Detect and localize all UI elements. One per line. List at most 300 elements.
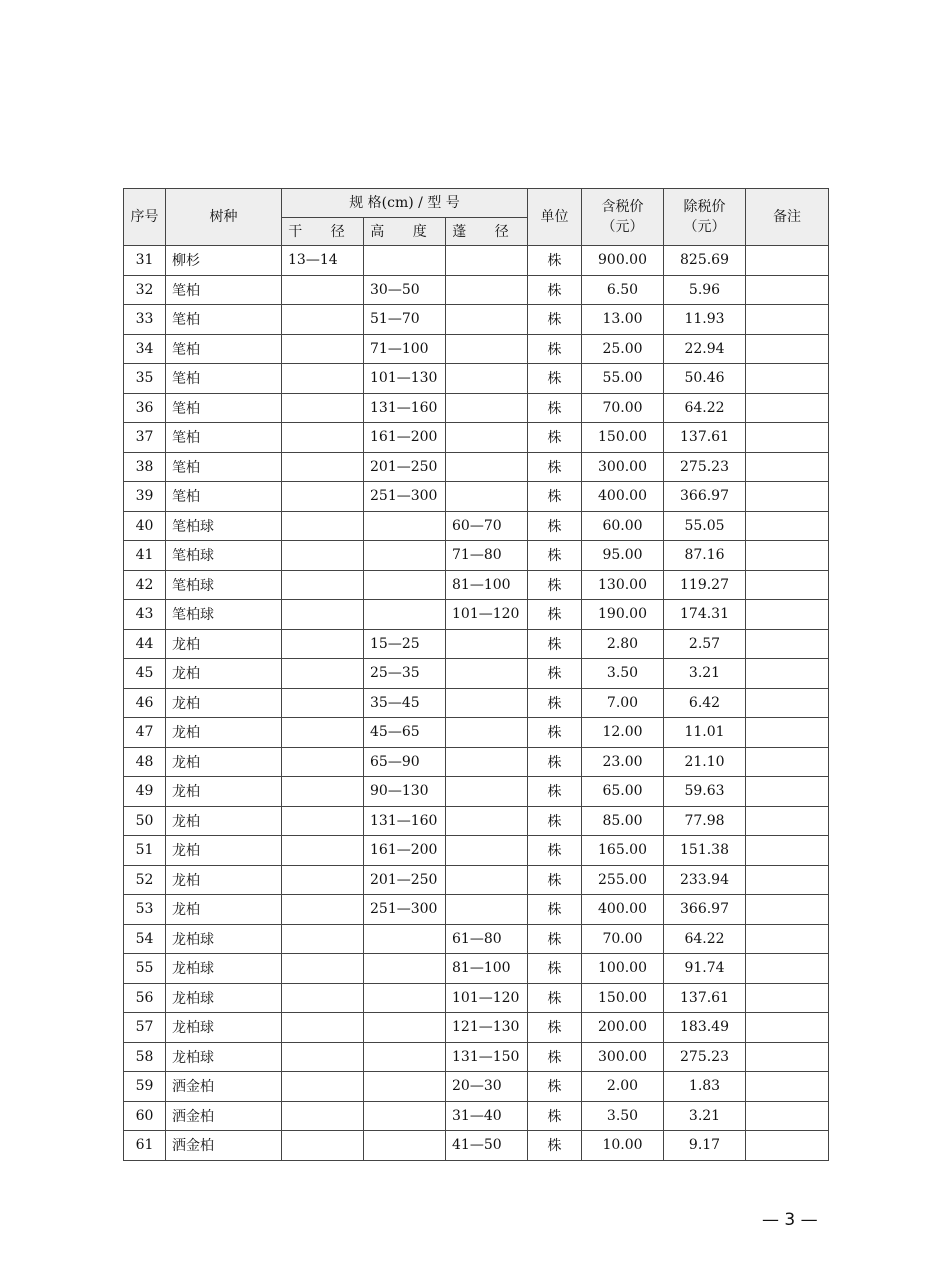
cell-price-tax: 3.50	[582, 1101, 664, 1131]
cell-price-tax: 200.00	[582, 1013, 664, 1043]
table-row	[124, 423, 829, 453]
cell-tree: 龙柏	[166, 836, 282, 866]
cell-crown	[446, 895, 528, 925]
cell-seq: 40	[124, 511, 166, 541]
cell-trunk	[282, 659, 364, 689]
cell-price-tax: 165.00	[582, 836, 664, 866]
cell-price-tax: 2.80	[582, 629, 664, 659]
cell-price-notax: 275.23	[664, 1042, 746, 1072]
cell-seq: 54	[124, 924, 166, 954]
cell-tree: 笔柏球	[166, 541, 282, 571]
table-row	[124, 688, 829, 718]
cell-tree: 洒金柏	[166, 1131, 282, 1161]
cell-height	[364, 541, 446, 571]
cell-price-notax: 22.94	[664, 334, 746, 364]
cell-height: 201—250	[364, 865, 446, 895]
cell-height	[364, 246, 446, 276]
cell-unit: 株	[528, 393, 582, 423]
cell-crown	[446, 629, 528, 659]
cell-price-notax: 59.63	[664, 777, 746, 807]
cell-price-tax: 300.00	[582, 1042, 664, 1072]
header-tree: 树种	[166, 189, 282, 246]
cell-trunk	[282, 570, 364, 600]
cell-height	[364, 600, 446, 630]
cell-note	[746, 1042, 829, 1072]
cell-price-tax: 7.00	[582, 688, 664, 718]
cell-tree: 笔柏	[166, 393, 282, 423]
cell-crown: 41—50	[446, 1131, 528, 1161]
cell-trunk	[282, 924, 364, 954]
cell-unit: 株	[528, 452, 582, 482]
cell-note	[746, 334, 829, 364]
cell-unit: 株	[528, 275, 582, 305]
cell-price-notax: 64.22	[664, 924, 746, 954]
cell-unit: 株	[528, 305, 582, 335]
cell-note	[746, 747, 829, 777]
header-price-tax-label: 含税价	[601, 199, 644, 215]
cell-note	[746, 836, 829, 866]
cell-seq: 53	[124, 895, 166, 925]
cell-seq: 36	[124, 393, 166, 423]
table-row	[124, 983, 829, 1013]
cell-seq: 39	[124, 482, 166, 512]
cell-height	[364, 1101, 446, 1131]
cell-price-tax: 70.00	[582, 393, 664, 423]
cell-trunk	[282, 334, 364, 364]
cell-tree: 笔柏球	[166, 600, 282, 630]
cell-price-tax: 10.00	[582, 1131, 664, 1161]
cell-height: 131—160	[364, 806, 446, 836]
cell-price-notax: 2.57	[664, 629, 746, 659]
table-row	[124, 1072, 829, 1102]
cell-note	[746, 1072, 829, 1102]
cell-seq: 47	[124, 718, 166, 748]
cell-height: 101—130	[364, 364, 446, 394]
cell-trunk	[282, 364, 364, 394]
table-row	[124, 246, 829, 276]
cell-crown: 71—80	[446, 541, 528, 571]
header-note: 备注	[746, 189, 829, 246]
table-row	[124, 806, 829, 836]
cell-unit: 株	[528, 924, 582, 954]
table-row	[124, 275, 829, 305]
cell-price-notax: 50.46	[664, 364, 746, 394]
cell-height: 161—200	[364, 836, 446, 866]
cell-price-tax: 13.00	[582, 305, 664, 335]
table-row	[124, 629, 829, 659]
cell-note	[746, 275, 829, 305]
cell-tree: 笔柏球	[166, 511, 282, 541]
cell-seq: 58	[124, 1042, 166, 1072]
cell-crown	[446, 393, 528, 423]
cell-price-tax: 85.00	[582, 806, 664, 836]
cell-seq: 33	[124, 305, 166, 335]
cell-height: 25—35	[364, 659, 446, 689]
cell-trunk: 13—14	[282, 246, 364, 276]
cell-height	[364, 1042, 446, 1072]
table-row	[124, 659, 829, 689]
header-price-tax	[582, 189, 664, 246]
cell-unit: 株	[528, 1013, 582, 1043]
cell-note	[746, 452, 829, 482]
cell-trunk	[282, 1072, 364, 1102]
cell-crown	[446, 482, 528, 512]
cell-crown: 131—150	[446, 1042, 528, 1072]
cell-tree: 龙柏	[166, 747, 282, 777]
cell-price-notax: 77.98	[664, 806, 746, 836]
cell-height	[364, 1131, 446, 1161]
cell-unit: 株	[528, 747, 582, 777]
table-row	[124, 924, 829, 954]
cell-price-notax: 233.94	[664, 865, 746, 895]
cell-unit: 株	[528, 865, 582, 895]
table-row	[124, 836, 829, 866]
cell-price-notax: 366.97	[664, 482, 746, 512]
cell-price-tax: 130.00	[582, 570, 664, 600]
header-spec-group: 规 格(cm) / 型 号	[282, 189, 528, 218]
cell-tree: 龙柏	[166, 688, 282, 718]
cell-note	[746, 954, 829, 984]
cell-tree: 龙柏球	[166, 1013, 282, 1043]
cell-note	[746, 364, 829, 394]
cell-unit: 株	[528, 629, 582, 659]
cell-seq: 31	[124, 246, 166, 276]
cell-tree: 笔柏	[166, 364, 282, 394]
cell-unit: 株	[528, 541, 582, 571]
cell-tree: 笔柏	[166, 334, 282, 364]
cell-tree: 笔柏	[166, 275, 282, 305]
cell-crown	[446, 865, 528, 895]
table-row	[124, 541, 829, 571]
cell-trunk	[282, 600, 364, 630]
cell-seq: 60	[124, 1101, 166, 1131]
cell-trunk	[282, 1131, 364, 1161]
cell-unit: 株	[528, 1101, 582, 1131]
cell-unit: 株	[528, 1072, 582, 1102]
cell-crown	[446, 718, 528, 748]
cell-trunk	[282, 482, 364, 512]
cell-price-tax: 23.00	[582, 747, 664, 777]
cell-price-tax: 65.00	[582, 777, 664, 807]
cell-crown	[446, 364, 528, 394]
cell-unit: 株	[528, 334, 582, 364]
cell-trunk	[282, 393, 364, 423]
cell-height	[364, 954, 446, 984]
cell-tree: 龙柏球	[166, 1042, 282, 1072]
table-row	[124, 570, 829, 600]
cell-seq: 35	[124, 364, 166, 394]
cell-price-notax: 1.83	[664, 1072, 746, 1102]
cell-note	[746, 511, 829, 541]
cell-tree: 笔柏	[166, 452, 282, 482]
cell-trunk	[282, 718, 364, 748]
cell-note	[746, 806, 829, 836]
cell-price-tax: 150.00	[582, 983, 664, 1013]
cell-seq: 42	[124, 570, 166, 600]
cell-crown	[446, 275, 528, 305]
cell-price-notax: 55.05	[664, 511, 746, 541]
cell-height: 131—160	[364, 393, 446, 423]
table-row	[124, 1042, 829, 1072]
cell-price-tax: 400.00	[582, 482, 664, 512]
cell-crown: 81—100	[446, 954, 528, 984]
cell-crown: 61—80	[446, 924, 528, 954]
cell-seq: 38	[124, 452, 166, 482]
cell-trunk	[282, 777, 364, 807]
cell-seq: 41	[124, 541, 166, 571]
cell-unit: 株	[528, 718, 582, 748]
cell-height: 45—65	[364, 718, 446, 748]
table-row	[124, 364, 829, 394]
table-row	[124, 511, 829, 541]
cell-unit: 株	[528, 600, 582, 630]
cell-unit: 株	[528, 806, 582, 836]
cell-height	[364, 511, 446, 541]
cell-price-tax: 95.00	[582, 541, 664, 571]
cell-note	[746, 629, 829, 659]
cell-trunk	[282, 305, 364, 335]
cell-trunk	[282, 629, 364, 659]
cell-seq: 46	[124, 688, 166, 718]
cell-unit: 株	[528, 983, 582, 1013]
cell-note	[746, 570, 829, 600]
cell-price-tax: 255.00	[582, 865, 664, 895]
cell-seq: 44	[124, 629, 166, 659]
cell-unit: 株	[528, 688, 582, 718]
cell-seq: 50	[124, 806, 166, 836]
cell-note	[746, 1131, 829, 1161]
cell-price-tax: 12.00	[582, 718, 664, 748]
cell-note	[746, 600, 829, 630]
cell-seq: 37	[124, 423, 166, 453]
cell-trunk	[282, 688, 364, 718]
cell-note	[746, 423, 829, 453]
cell-crown	[446, 423, 528, 453]
cell-note	[746, 777, 829, 807]
cell-seq: 56	[124, 983, 166, 1013]
cell-unit: 株	[528, 1131, 582, 1161]
cell-height: 65—90	[364, 747, 446, 777]
page-number: — 3 —	[762, 1210, 818, 1230]
cell-unit: 株	[528, 1042, 582, 1072]
table-row	[124, 1131, 829, 1161]
header-trunk: 干 径	[282, 218, 364, 246]
cell-seq: 51	[124, 836, 166, 866]
cell-trunk	[282, 541, 364, 571]
cell-price-notax: 275.23	[664, 452, 746, 482]
cell-crown	[446, 836, 528, 866]
cell-height: 30—50	[364, 275, 446, 305]
cell-unit: 株	[528, 482, 582, 512]
table-row	[124, 452, 829, 482]
cell-trunk	[282, 747, 364, 777]
table-row	[124, 1013, 829, 1043]
cell-tree: 笔柏球	[166, 570, 282, 600]
cell-crown	[446, 777, 528, 807]
cell-price-notax: 64.22	[664, 393, 746, 423]
cell-crown	[446, 305, 528, 335]
header-price-notax-unit: （元）	[683, 219, 726, 235]
cell-height: 161—200	[364, 423, 446, 453]
cell-crown: 121—130	[446, 1013, 528, 1043]
cell-note	[746, 659, 829, 689]
cell-crown	[446, 747, 528, 777]
cell-price-tax: 6.50	[582, 275, 664, 305]
cell-tree: 龙柏	[166, 777, 282, 807]
cell-price-notax: 366.97	[664, 895, 746, 925]
cell-price-tax: 60.00	[582, 511, 664, 541]
cell-tree: 笔柏	[166, 482, 282, 512]
header-price-tax-unit: （元）	[601, 219, 644, 235]
cell-price-notax: 6.42	[664, 688, 746, 718]
cell-unit: 株	[528, 423, 582, 453]
cell-trunk	[282, 983, 364, 1013]
cell-price-tax: 25.00	[582, 334, 664, 364]
cell-tree: 洒金柏	[166, 1101, 282, 1131]
cell-price-tax: 300.00	[582, 452, 664, 482]
cell-note	[746, 983, 829, 1013]
cell-crown: 81—100	[446, 570, 528, 600]
table-body	[124, 246, 829, 1161]
cell-price-notax: 9.17	[664, 1131, 746, 1161]
cell-tree: 龙柏球	[166, 924, 282, 954]
header-height: 高 度	[364, 218, 446, 246]
cell-seq: 59	[124, 1072, 166, 1102]
cell-price-tax: 900.00	[582, 246, 664, 276]
cell-note	[746, 895, 829, 925]
cell-seq: 32	[124, 275, 166, 305]
cell-unit: 株	[528, 364, 582, 394]
cell-crown	[446, 688, 528, 718]
cell-crown	[446, 334, 528, 364]
cell-seq: 52	[124, 865, 166, 895]
table-row	[124, 334, 829, 364]
header-crown: 蓬 径	[446, 218, 528, 246]
cell-price-tax: 190.00	[582, 600, 664, 630]
table-row	[124, 305, 829, 335]
cell-tree: 龙柏球	[166, 954, 282, 984]
cell-trunk	[282, 1042, 364, 1072]
cell-price-notax: 87.16	[664, 541, 746, 571]
cell-price-tax: 400.00	[582, 895, 664, 925]
table-row	[124, 393, 829, 423]
cell-height: 15—25	[364, 629, 446, 659]
cell-tree: 龙柏	[166, 895, 282, 925]
cell-tree: 龙柏	[166, 806, 282, 836]
cell-price-notax: 11.01	[664, 718, 746, 748]
header-price-notax-label: 除税价	[683, 199, 726, 215]
cell-note	[746, 1101, 829, 1131]
table-row	[124, 600, 829, 630]
cell-height	[364, 1072, 446, 1102]
table-row	[124, 777, 829, 807]
cell-seq: 61	[124, 1131, 166, 1161]
cell-price-notax: 5.96	[664, 275, 746, 305]
cell-trunk	[282, 895, 364, 925]
cell-height	[364, 1013, 446, 1043]
cell-trunk	[282, 511, 364, 541]
cell-height	[364, 924, 446, 954]
cell-price-notax: 151.38	[664, 836, 746, 866]
cell-price-tax: 70.00	[582, 924, 664, 954]
cell-unit: 株	[528, 954, 582, 984]
cell-trunk	[282, 1101, 364, 1131]
cell-trunk	[282, 452, 364, 482]
cell-tree: 龙柏	[166, 659, 282, 689]
cell-height: 201—250	[364, 452, 446, 482]
cell-tree: 柳杉	[166, 246, 282, 276]
table-row	[124, 747, 829, 777]
cell-trunk	[282, 865, 364, 895]
cell-unit: 株	[528, 246, 582, 276]
cell-price-notax: 91.74	[664, 954, 746, 984]
cell-price-notax: 11.93	[664, 305, 746, 335]
table-row	[124, 718, 829, 748]
cell-price-tax: 2.00	[582, 1072, 664, 1102]
cell-tree: 龙柏	[166, 865, 282, 895]
cell-trunk	[282, 954, 364, 984]
cell-height: 51—70	[364, 305, 446, 335]
cell-seq: 55	[124, 954, 166, 984]
cell-crown: 60—70	[446, 511, 528, 541]
cell-seq: 45	[124, 659, 166, 689]
cell-price-tax: 3.50	[582, 659, 664, 689]
cell-height: 251—300	[364, 482, 446, 512]
cell-price-notax: 3.21	[664, 659, 746, 689]
cell-crown	[446, 452, 528, 482]
cell-note	[746, 482, 829, 512]
cell-price-tax: 150.00	[582, 423, 664, 453]
cell-price-notax: 137.61	[664, 423, 746, 453]
cell-height: 35—45	[364, 688, 446, 718]
cell-note	[746, 865, 829, 895]
cell-tree: 笔柏	[166, 423, 282, 453]
cell-height: 251—300	[364, 895, 446, 925]
table-row	[124, 1101, 829, 1131]
cell-trunk	[282, 836, 364, 866]
cell-price-notax: 183.49	[664, 1013, 746, 1043]
cell-height	[364, 570, 446, 600]
cell-unit: 株	[528, 570, 582, 600]
cell-note	[746, 1013, 829, 1043]
header-unit: 单位	[528, 189, 582, 246]
cell-crown: 20—30	[446, 1072, 528, 1102]
cell-trunk	[282, 806, 364, 836]
cell-trunk	[282, 423, 364, 453]
cell-tree: 笔柏	[166, 305, 282, 335]
cell-note	[746, 688, 829, 718]
cell-seq: 43	[124, 600, 166, 630]
cell-note	[746, 718, 829, 748]
cell-seq: 34	[124, 334, 166, 364]
cell-crown	[446, 659, 528, 689]
table-row	[124, 482, 829, 512]
cell-crown: 31—40	[446, 1101, 528, 1131]
cell-note	[746, 393, 829, 423]
cell-unit: 株	[528, 895, 582, 925]
cell-price-notax: 119.27	[664, 570, 746, 600]
table-row	[124, 895, 829, 925]
cell-note	[746, 305, 829, 335]
cell-price-notax: 3.21	[664, 1101, 746, 1131]
cell-price-notax: 21.10	[664, 747, 746, 777]
cell-tree: 洒金柏	[166, 1072, 282, 1102]
cell-tree: 龙柏	[166, 629, 282, 659]
cell-unit: 株	[528, 511, 582, 541]
cell-crown: 101—120	[446, 983, 528, 1013]
cell-seq: 48	[124, 747, 166, 777]
cell-price-tax: 100.00	[582, 954, 664, 984]
